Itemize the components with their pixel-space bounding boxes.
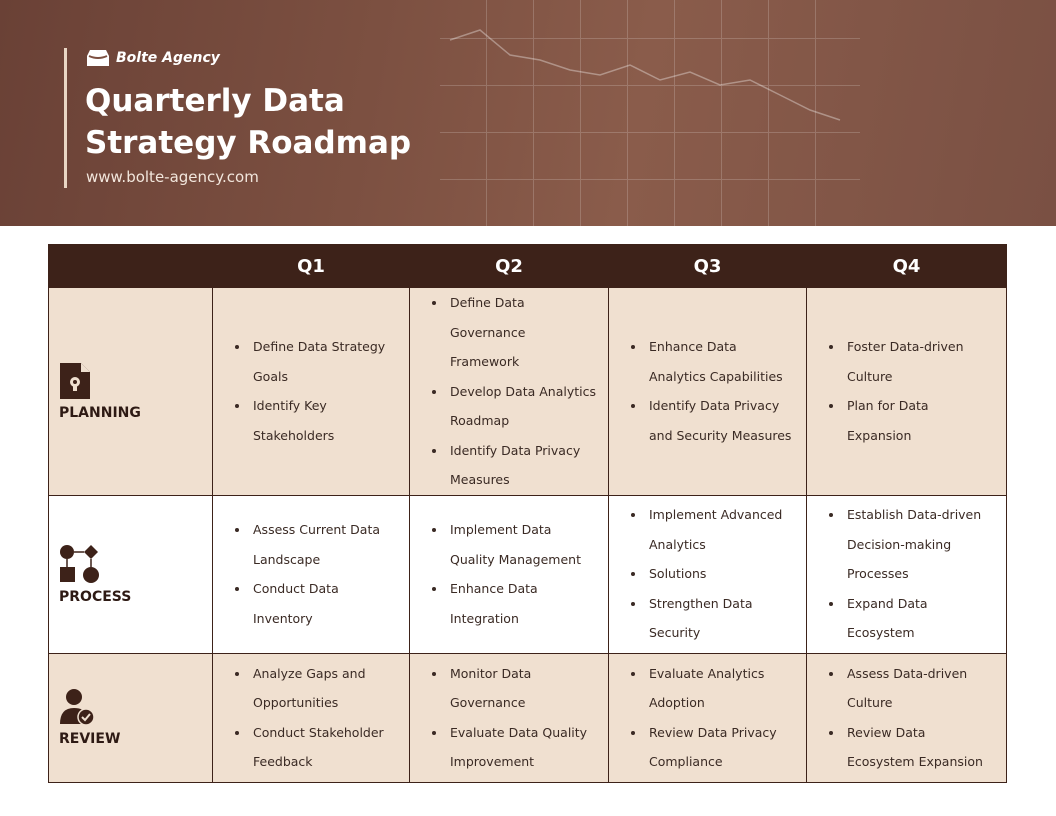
bullet-list [430, 288, 598, 495]
row-label-cell [49, 495, 213, 653]
cell-q3 [609, 288, 807, 496]
list-item: Conduct Data Inventory [233, 574, 399, 633]
document-lightbulb-icon [59, 362, 202, 403]
list-item: Define Data Governance Framework [430, 288, 598, 377]
cell-q4 [807, 495, 1007, 653]
bullet-list [233, 332, 399, 450]
list-item: Strengthen Data Security [629, 589, 796, 648]
list-item: Implement Advanced Analytics [629, 500, 796, 559]
column-header-q4: Q4 [807, 245, 1007, 288]
cell-q4 [807, 653, 1007, 782]
row-label: REVIEW [59, 731, 121, 747]
brand-name: Bolte Agency [116, 50, 220, 66]
header-banner [0, 0, 1056, 226]
row-label-cell [49, 288, 213, 496]
list-item: Enhance Data Analytics Capabilities [629, 332, 796, 391]
list-item: Evaluate Data Quality Improvement [430, 718, 598, 777]
list-item: Plan for Data Expansion [827, 391, 996, 450]
list-item: Review Data Ecosystem Expansion [827, 718, 996, 777]
corner-cell [49, 245, 213, 288]
bullet-list [629, 500, 796, 648]
header-row [49, 245, 1007, 288]
cell-q1 [213, 495, 410, 653]
table-row-planning [49, 288, 1007, 496]
table-row-process [49, 495, 1007, 653]
user-check-icon [59, 688, 202, 729]
bullet-list [629, 332, 796, 450]
cell-q4 [807, 288, 1007, 496]
list-item: Conduct Stakeholder Feedback [233, 718, 399, 777]
title-line-1: Quarterly Data [85, 83, 345, 119]
website-url: www.bolte-agency.com [86, 168, 259, 186]
cell-q3 [609, 653, 807, 782]
list-item: Identify Data Privacy Measures [430, 436, 598, 495]
list-item: Enhance Data Integration [430, 574, 598, 633]
cell-q2 [410, 653, 609, 782]
list-item: Identify Key Stakeholders [233, 391, 399, 450]
bullet-list [233, 659, 399, 777]
list-item: Assess Current Data Landscape [233, 515, 399, 574]
cell-q3 [609, 495, 807, 653]
list-item: Review Data Privacy Compliance [629, 718, 796, 777]
cell-q2 [410, 495, 609, 653]
list-item: Establish Data-driven Decision-making Processes [827, 500, 996, 589]
cell-q1 [213, 653, 410, 782]
list-item: Define Data Strategy Goals [233, 332, 399, 391]
row-label-cell [49, 653, 213, 782]
bullet-list [827, 500, 996, 648]
list-item: Develop Data Analytics Roadmap [430, 377, 598, 436]
brand [86, 48, 220, 68]
list-item: Expand Data Ecosystem [827, 589, 996, 648]
list-item: Monitor Data Governance [430, 659, 598, 718]
flowchart-icon [59, 544, 202, 587]
roadmap-table [48, 244, 1007, 783]
background-stock-chart [440, 0, 860, 226]
list-item: Foster Data-driven Culture [827, 332, 996, 391]
cell-q1 [213, 288, 410, 496]
list-item: Identify Data Privacy and Security Measures [629, 391, 796, 450]
brand-logo-icon [86, 48, 110, 68]
list-item: Implement Data Quality Management [430, 515, 598, 574]
row-label: PLANNING [59, 404, 141, 421]
list-item: Analyze Gaps and Opportunities [233, 659, 399, 718]
row-label: PROCESS [59, 588, 132, 605]
bullet-list [827, 332, 996, 450]
list-item: Solutions [629, 559, 796, 589]
bullet-list [430, 515, 598, 633]
column-header-q1: Q1 [213, 245, 410, 288]
page-title [85, 80, 411, 164]
list-item: Assess Data-driven Culture [827, 659, 996, 718]
bullet-list [827, 659, 996, 777]
column-header-q3: Q3 [609, 245, 807, 288]
table-row-review [49, 653, 1007, 782]
bullet-list [233, 515, 399, 633]
accent-bar [64, 48, 67, 188]
bullet-list [629, 659, 796, 777]
list-item: Evaluate Analytics Adoption [629, 659, 796, 718]
bullet-list [430, 659, 598, 777]
title-line-2: Strategy Roadmap [85, 125, 412, 161]
column-header-q2: Q2 [410, 245, 609, 288]
cell-q2 [410, 288, 609, 496]
